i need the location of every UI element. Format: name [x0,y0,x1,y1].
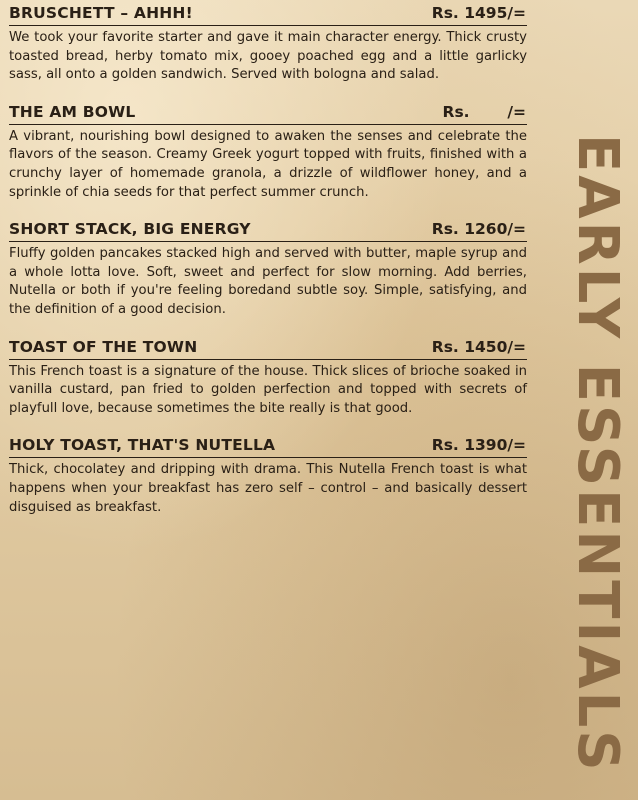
menu-list [9,0,527,531]
menu-item [9,334,527,419]
menu-item-header [9,334,527,360]
menu-item [9,99,527,202]
menu-item [9,432,527,517]
menu-item-description: We took your favorite starter and gave it main character energy. Thick crusty toasted bread, herby tomato mix, gooey poached egg and a little garlicky sass, all onto a golden sandwich. Served with bologna and salad. [9,30,527,83]
section-title-text: EARLY ESSENTIALS [565,134,630,774]
menu-item-name: HOLY TOAST, THAT'S NUTELLA [9,436,276,455]
menu-item-name: BRUSCHETT – AHHH! [9,4,193,22]
menu-item-price: Rs. 1390/= [431,436,526,455]
menu-item [9,216,527,319]
section-title [556,134,638,800]
menu-item-header [9,99,527,125]
menu-item-header [9,216,527,242]
menu-item-price: Rs. 1450/= [431,337,526,356]
menu-item-description: This French toast is a signature of the house. Thick slices of brioche soaked in vanilla custard, pan fried to golden perfection and topped with secrets of playfull love, because sometimes the bite really is that good. [9,363,527,416]
menu-item-description: A vibrant, nourishing bowl designed to awaken the senses and celebrate the flavors of the season. Creamy Greek yogurt topped with fruits, finished with a crunchy layer of homemade granola, a drizzle of wildflower honey, and a sprinkle of chia seeds for that perfect summer crunch. [9,128,527,200]
menu-item [9,0,527,85]
menu-item-name: TOAST OF THE TOWN [9,337,198,356]
menu-item-header [9,0,527,26]
menu-item-name: SHORT STACK, BIG ENERGY [9,220,251,239]
menu-item-price: Rs. 1260/= [431,220,526,239]
menu-item-price: Rs. 1495/= [431,4,526,22]
menu-item-name: THE AM BOWL [9,102,136,121]
menu-item-header [9,432,527,458]
menu-item-description: Thick, chocolatey and dripping with drama. This Nutella French toast is what happens when your breakfast has zero self – control – and basically dessert disguised as breakfast. [9,462,527,515]
menu-item-description: Fluffy golden pancakes stacked high and served with butter, maple syrup and a whole lotta love. Soft, sweet and perfect for slow morning. Add berries, Nutella or both if you're feeling boredand subtle soy. Simple, satisfying, and the definition of a good decision. [9,246,527,317]
menu-item-price: Rs. /= [442,102,526,121]
